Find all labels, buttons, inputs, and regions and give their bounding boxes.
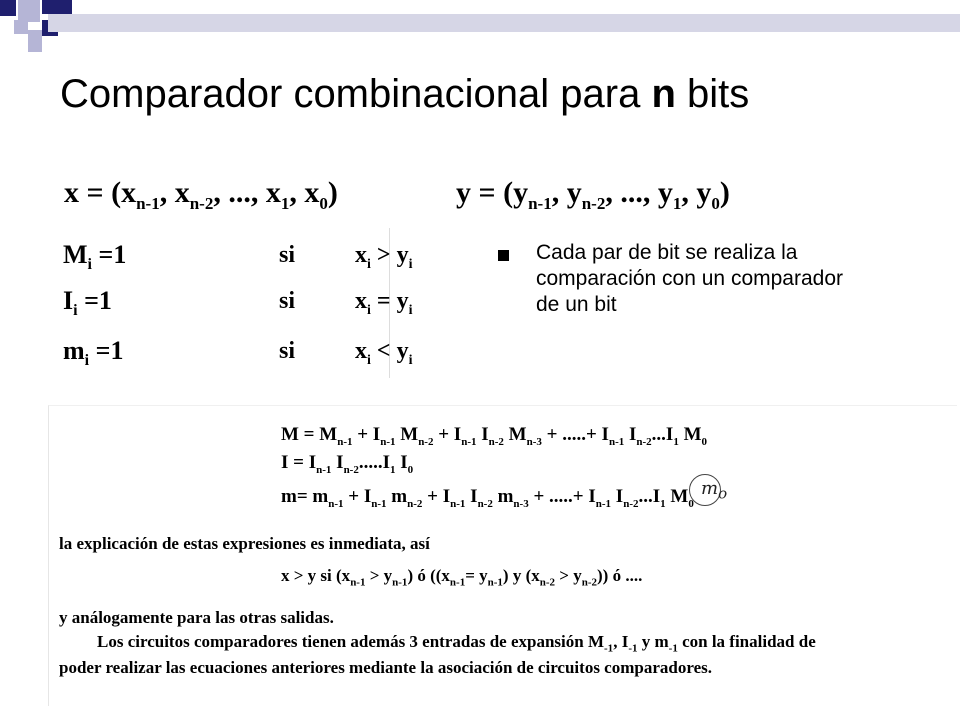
equation-M: [281, 424, 707, 448]
equation-subscript: 0: [688, 497, 694, 510]
equation-term: m= m: [281, 486, 329, 507]
equation-subscript: 1: [673, 435, 679, 448]
equation-subscript: n-2: [418, 435, 434, 448]
equation-I: [281, 452, 413, 476]
equation-term: = y: [465, 566, 488, 585]
deco-square-light-3: [28, 30, 42, 52]
equation-term: x > y si (x: [281, 566, 351, 585]
equation-term: .....I: [358, 452, 390, 473]
x-definition: $x = (x_{n-1}$, $x_{n-2}$, ..., $x_1$, $x_0$): [64, 176, 338, 213]
equation-subscript: -1: [628, 642, 638, 655]
equation-term: > y: [555, 566, 582, 585]
deco-square-light-1: [18, 0, 40, 22]
equation-subscript: -1: [604, 642, 614, 655]
equation-subscript: 0: [701, 435, 708, 448]
equation-term: M: [395, 424, 419, 445]
equation-subscript: n-1: [595, 497, 612, 510]
deco-square-dark-1: [0, 0, 16, 16]
equation-term: m: [386, 486, 408, 507]
equation-term: I: [476, 424, 489, 445]
equations-panel: [48, 405, 957, 706]
equation-subscript: n-3: [526, 435, 542, 448]
equation-term: ...I: [638, 486, 661, 507]
equation-term: I: [395, 452, 408, 473]
equation-subscript: n-1: [450, 497, 466, 510]
equation-term: I: [465, 486, 478, 507]
equation-term: M: [665, 486, 689, 507]
slide-title: Comparador combinacional para n bits: [60, 72, 750, 116]
equation-term: M: [678, 424, 702, 445]
equation-subscript: n-1: [350, 576, 366, 589]
equation-term: ) ó ((x: [407, 566, 450, 585]
header-bar: [48, 14, 960, 32]
expansion-text-line2: poder realizar las ecuaciones anteriores mediante la asociación de circuitos comparadores.: [59, 658, 712, 677]
equation-subscript: n-2: [407, 497, 423, 510]
equation-subscript: n-1: [337, 435, 353, 448]
equation-term: I: [331, 452, 344, 473]
equation-term: + I: [433, 424, 462, 445]
equation-subscript: n-1: [392, 576, 408, 589]
equation-subscript: n-1: [316, 463, 332, 476]
equation-subscript: n-1: [608, 435, 625, 448]
equation-term: , I: [613, 632, 629, 651]
equation-term: + I: [422, 486, 451, 507]
equation-term: ...I: [651, 424, 674, 445]
comparison-conditions: $M_i =1$ si $x_i > y_i$ $I_i =1$ si $x_i = y_i$ $m_i =1$ si $x_i < y_i$: [49, 228, 390, 378]
equation-term: I: [624, 424, 637, 445]
equation-term: + .....+ I: [541, 424, 609, 445]
equation-subscript: n-2: [581, 576, 597, 589]
deco-square-dark-2: [42, 0, 72, 14]
y-definition: $y = (y_{n-1}$, $y_{n-2}$, ..., $y_1$, $y_0$): [456, 176, 730, 213]
equation-term: con la finalidad de: [677, 632, 816, 651]
square-bullet-icon: [498, 250, 509, 261]
equation-subscript: n-1: [328, 497, 344, 510]
explanation-text: la explicación de estas expresiones es inmediata, así: [59, 534, 430, 553]
equation-term: m: [492, 486, 514, 507]
analog-text: y análogamente para las otras salidas.: [59, 608, 334, 627]
equation-subscript: n-2: [343, 463, 359, 476]
deco-square-light-2: [14, 20, 28, 34]
equation-subscript: n-1: [461, 435, 477, 448]
equation-term: + I: [352, 424, 381, 445]
equation-term: M = M: [281, 424, 338, 445]
equation-term: + .....+ I: [528, 486, 596, 507]
equation-subscript: n-1: [487, 576, 503, 589]
equation-subscript: n-2: [636, 435, 652, 448]
equation-term: y m: [637, 632, 669, 651]
equation-subscript: n-2: [623, 497, 639, 510]
equation-subscript: 1: [660, 497, 666, 510]
equation-subscript: n-1: [449, 576, 466, 589]
equation-subscript: 1: [390, 463, 396, 476]
equation-subscript: -1: [668, 642, 678, 655]
equation-subscript: n-2: [488, 435, 504, 448]
equation-term: I: [611, 486, 624, 507]
equation-term: M: [503, 424, 527, 445]
equation-term: )) ó ....: [597, 566, 643, 585]
equation-term: ) y (x: [502, 566, 540, 585]
condition-expression: [281, 566, 642, 588]
bullet-text: Cada par de bit se realiza la comparación con un comparador de un bit: [536, 241, 844, 316]
equation-term: Los circuitos comparadores tienen además 3 entradas de expansión M: [97, 632, 605, 651]
equation-term: > y: [365, 566, 393, 585]
equation-term: I = I: [281, 452, 317, 473]
handwritten-note: $m_o$: [701, 478, 728, 503]
equation-subscript: n-2: [539, 576, 556, 589]
equation-subscript: n-2: [477, 497, 493, 510]
equation-subscript: 0: [407, 463, 414, 476]
equation-term: + I: [343, 486, 372, 507]
equation-subscript: n-1: [380, 435, 396, 448]
expansion-text-line1: [97, 632, 816, 654]
equation-subscript: n-1: [371, 497, 387, 510]
equation-subscript: n-3: [513, 497, 529, 510]
equation-m: [281, 486, 694, 510]
